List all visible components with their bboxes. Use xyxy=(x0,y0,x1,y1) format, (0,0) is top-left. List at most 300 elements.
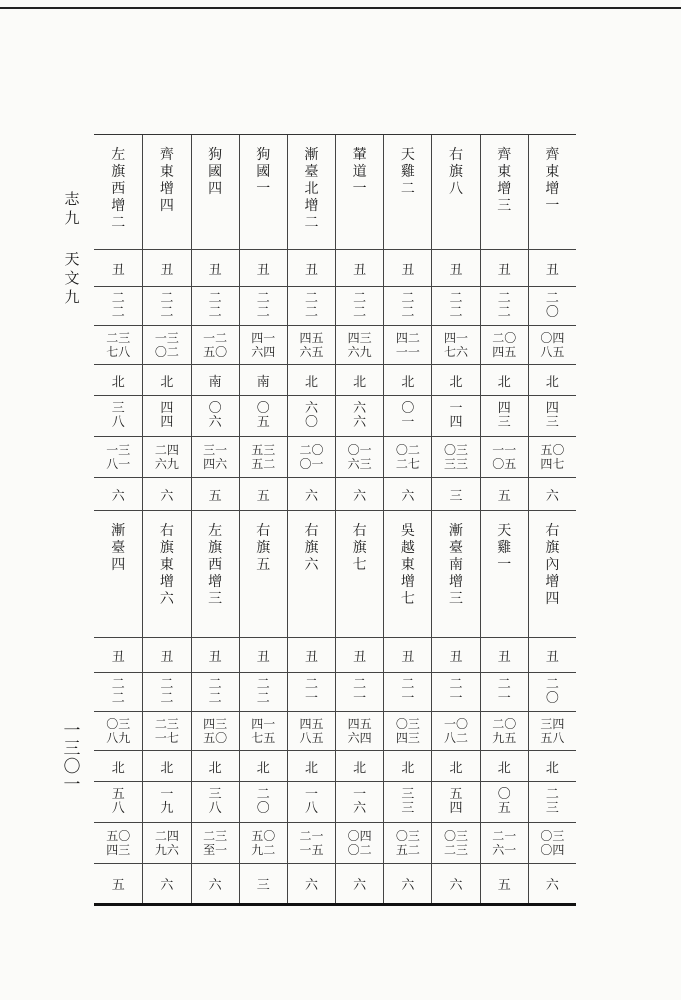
cell-value: 四五六四 xyxy=(347,717,372,746)
star-name: 吳越東增七 xyxy=(400,523,415,608)
table-cell xyxy=(432,712,479,751)
cell-value: 二一 xyxy=(353,677,367,707)
cell-value: 二二 xyxy=(304,291,318,321)
table-cell xyxy=(529,396,576,437)
table-cell xyxy=(384,326,431,365)
table-cell xyxy=(192,326,239,365)
cell-value: 丑 xyxy=(208,262,222,278)
cell-value: 五 xyxy=(208,488,222,504)
table-cell xyxy=(94,673,142,712)
cell-value: 五〇四三 xyxy=(106,829,131,858)
table-cell xyxy=(288,287,335,326)
cell-value: 〇二二七 xyxy=(395,443,420,472)
table-cell xyxy=(192,396,239,437)
table-cell xyxy=(288,437,335,478)
table-cell xyxy=(529,673,576,712)
table-cell xyxy=(288,638,335,673)
cell-value: 二二 xyxy=(256,677,270,707)
table-cell xyxy=(481,864,528,903)
table-cell xyxy=(288,396,335,437)
cell-value: 五四 xyxy=(449,787,463,817)
star-name-cell xyxy=(384,135,431,250)
table-column xyxy=(94,135,142,903)
cell-value: 丑 xyxy=(545,262,559,278)
star-name: 右旗五 xyxy=(256,523,271,574)
cell-value: 六 xyxy=(401,878,415,894)
cell-value: 〇一六三 xyxy=(347,443,372,472)
cell-value: 丑 xyxy=(304,649,318,665)
star-name: 齊東增四 xyxy=(159,147,174,214)
table-cell xyxy=(481,673,528,712)
cell-value: 五八 xyxy=(111,787,125,817)
table-cell xyxy=(143,712,190,751)
table-cell xyxy=(481,326,528,365)
table-cell xyxy=(336,365,383,396)
star-name-cell xyxy=(481,135,528,250)
table-cell xyxy=(384,638,431,673)
cell-value: 北 xyxy=(304,374,318,390)
star-name-cell xyxy=(240,135,287,250)
star-name: 狗國一 xyxy=(256,147,271,197)
cell-value: 丑 xyxy=(545,649,559,665)
table-cell xyxy=(240,712,287,751)
cell-value: 丑 xyxy=(111,649,125,665)
table-cell xyxy=(94,864,142,903)
table-cell xyxy=(384,365,431,396)
table-cell xyxy=(336,864,383,903)
table-column xyxy=(480,135,528,903)
table-cell xyxy=(432,396,479,437)
cell-value: 丑 xyxy=(401,262,415,278)
cell-value: 一八 xyxy=(304,787,318,817)
table-cell xyxy=(192,478,239,511)
table-cell xyxy=(384,250,431,287)
table-cell xyxy=(481,287,528,326)
cell-value: 五〇四七 xyxy=(540,443,565,472)
cell-value: 〇五 xyxy=(497,787,511,817)
table-cell xyxy=(240,437,287,478)
table-cell xyxy=(143,326,190,365)
table-cell xyxy=(529,287,576,326)
cell-value: 〇四〇二 xyxy=(347,829,372,858)
table-cell xyxy=(143,782,190,823)
table-cell xyxy=(143,287,190,326)
table-cell xyxy=(288,326,335,365)
table-cell xyxy=(240,823,287,864)
table-column xyxy=(528,135,576,903)
table-cell xyxy=(240,673,287,712)
cell-value: 四五六五 xyxy=(299,331,324,360)
cell-value: 二三 xyxy=(545,787,559,817)
star-name: 漸臺四 xyxy=(111,523,126,574)
table-cell xyxy=(384,287,431,326)
table-cell xyxy=(240,396,287,437)
table-cell xyxy=(336,437,383,478)
table-cell xyxy=(384,437,431,478)
cell-value: 六 xyxy=(449,878,463,894)
table-cell xyxy=(143,673,190,712)
cell-value: 四一七六 xyxy=(444,331,469,360)
star-name: 左旗西增二 xyxy=(111,147,126,231)
table-cell xyxy=(432,478,479,511)
cell-value: 北 xyxy=(256,760,270,776)
cell-value: 三三 xyxy=(401,787,415,817)
table-cell xyxy=(336,326,383,365)
cell-value: 丑 xyxy=(401,649,415,665)
cell-value: 北 xyxy=(497,374,511,390)
cell-value: 二一 xyxy=(449,677,463,707)
table-cell xyxy=(288,864,335,903)
cell-value: 北 xyxy=(111,374,125,390)
cell-value: 二二 xyxy=(353,291,367,321)
table-cell xyxy=(240,287,287,326)
cell-value: 北 xyxy=(449,374,463,390)
cell-value: 二二 xyxy=(497,291,511,321)
table-cell xyxy=(240,326,287,365)
table-cell xyxy=(481,638,528,673)
table-cell xyxy=(192,250,239,287)
cell-value: 六 xyxy=(304,878,318,894)
table-cell xyxy=(384,864,431,903)
chapter-label: 天文九 xyxy=(64,250,80,306)
table-cell xyxy=(336,712,383,751)
cell-value: 六 xyxy=(160,878,174,894)
cell-value: 丑 xyxy=(160,262,174,278)
cell-value: 二三至一 xyxy=(203,829,228,858)
cell-value: 二四六九 xyxy=(154,443,179,472)
cell-value: 丑 xyxy=(353,649,367,665)
table-cell xyxy=(192,365,239,396)
table-cell xyxy=(192,782,239,823)
table-cell xyxy=(288,823,335,864)
cell-value: 丑 xyxy=(256,649,270,665)
cell-value: 六 xyxy=(353,878,367,894)
cell-value: 二二 xyxy=(208,291,222,321)
cell-value: 一〇八二 xyxy=(444,717,469,746)
star-name-cell xyxy=(384,511,431,638)
cell-value: 六六 xyxy=(353,401,367,431)
star-name: 右旗東增六 xyxy=(159,523,174,608)
table-cell xyxy=(481,396,528,437)
star-name-cell xyxy=(288,135,335,250)
cell-value: 北 xyxy=(353,760,367,776)
table-cell xyxy=(94,638,142,673)
star-name-cell xyxy=(529,511,576,638)
cell-value: 四三五〇 xyxy=(203,717,228,746)
cell-value: 北 xyxy=(497,760,511,776)
volume-label: 志九 xyxy=(64,190,80,227)
table-cell xyxy=(143,396,190,437)
table-cell xyxy=(240,782,287,823)
star-name: 狗國四 xyxy=(208,147,223,197)
cell-value: 三 xyxy=(449,488,463,504)
table-cell xyxy=(94,823,142,864)
cell-value: 二三七八 xyxy=(106,331,131,360)
table-cell xyxy=(529,638,576,673)
cell-value: 丑 xyxy=(497,262,511,278)
cell-value: 三一四六 xyxy=(203,443,228,472)
table-cell xyxy=(192,437,239,478)
cell-value: 五 xyxy=(256,488,270,504)
table-column xyxy=(142,135,190,903)
table-column xyxy=(287,135,335,903)
table-cell xyxy=(432,751,479,782)
cell-value: 南 xyxy=(208,374,222,390)
star-name: 漸臺北增二 xyxy=(304,147,319,231)
cell-value: 〇三三三 xyxy=(444,443,469,472)
cell-value: 一九 xyxy=(160,787,174,817)
table-cell xyxy=(192,712,239,751)
star-name-cell xyxy=(481,511,528,638)
cell-value: 二二 xyxy=(111,291,125,321)
cell-value: 〇三二三 xyxy=(444,829,469,858)
table-cell xyxy=(336,751,383,782)
table-cell xyxy=(529,782,576,823)
star-name-cell xyxy=(336,511,383,638)
cell-value: 〇三八九 xyxy=(106,717,131,746)
cell-value: 四一六四 xyxy=(251,331,276,360)
cell-value: 二〇九五 xyxy=(492,717,517,746)
cell-value: 四五八五 xyxy=(299,717,324,746)
cell-value: 二一 xyxy=(401,677,415,707)
cell-value: 二二 xyxy=(208,677,222,707)
cell-value: 一四 xyxy=(449,401,463,431)
cell-value: 二二 xyxy=(111,677,125,707)
cell-value: 三八 xyxy=(208,787,222,817)
table-cell xyxy=(240,864,287,903)
cell-value: 四三 xyxy=(497,401,511,431)
table-cell xyxy=(94,396,142,437)
cell-value: 北 xyxy=(353,374,367,390)
cell-value: 二二 xyxy=(160,677,174,707)
table-column xyxy=(191,135,239,903)
cell-value: 丑 xyxy=(160,649,174,665)
table-cell xyxy=(481,365,528,396)
table-cell xyxy=(481,823,528,864)
star-name-cell xyxy=(143,135,190,250)
cell-value: 丑 xyxy=(111,262,125,278)
table-cell xyxy=(336,673,383,712)
cell-value: 二二 xyxy=(160,291,174,321)
cell-value: 北 xyxy=(401,760,415,776)
star-name: 右旗內增四 xyxy=(545,523,560,608)
cell-value: 六 xyxy=(545,878,559,894)
cell-value: 三 xyxy=(256,878,270,894)
star-name-cell xyxy=(192,135,239,250)
cell-value: 一三八一 xyxy=(106,443,131,472)
table-cell xyxy=(384,673,431,712)
cell-value: 〇三五二 xyxy=(395,829,420,858)
star-name: 輦道一 xyxy=(352,147,367,197)
cell-value: 二一 xyxy=(497,677,511,707)
table-cell xyxy=(288,782,335,823)
table-cell xyxy=(336,823,383,864)
cell-value: 六 xyxy=(545,488,559,504)
star-name-cell xyxy=(192,511,239,638)
cell-value: 六〇 xyxy=(304,401,318,431)
table-cell xyxy=(288,365,335,396)
cell-value: 二一六一 xyxy=(492,829,517,858)
cell-value: 二三一七 xyxy=(154,717,179,746)
table-cell xyxy=(481,782,528,823)
star-name: 齊東增三 xyxy=(497,147,512,214)
table-cell xyxy=(143,823,190,864)
table-column xyxy=(239,135,287,903)
cell-value: 五三五二 xyxy=(251,443,276,472)
table-cell xyxy=(143,250,190,287)
table-cell xyxy=(240,638,287,673)
table-cell xyxy=(192,638,239,673)
table-cell xyxy=(240,751,287,782)
cell-value: 北 xyxy=(545,374,559,390)
cell-value: 北 xyxy=(111,760,125,776)
table-cell xyxy=(192,287,239,326)
cell-value: 四三六九 xyxy=(347,331,372,360)
table-cell xyxy=(529,823,576,864)
star-name-cell xyxy=(529,135,576,250)
cell-value: 二一一五 xyxy=(299,829,324,858)
table-cell xyxy=(384,712,431,751)
table-cell xyxy=(288,478,335,511)
table-cell xyxy=(481,437,528,478)
table-cell xyxy=(143,864,190,903)
table-cell xyxy=(336,287,383,326)
table-column xyxy=(431,135,479,903)
cell-value: 〇三四三 xyxy=(395,717,420,746)
star-name-cell xyxy=(432,511,479,638)
cell-value: 二二 xyxy=(449,291,463,321)
cell-value: 北 xyxy=(208,760,222,776)
cell-value: 六 xyxy=(208,878,222,894)
table-cell xyxy=(529,864,576,903)
star-name-cell xyxy=(240,511,287,638)
cell-value: 丑 xyxy=(449,262,463,278)
star-name: 右旗八 xyxy=(449,147,464,197)
table-cell xyxy=(529,365,576,396)
cell-value: 六 xyxy=(353,488,367,504)
cell-value: 北 xyxy=(545,760,559,776)
table-cell xyxy=(432,673,479,712)
table-cell xyxy=(481,751,528,782)
cell-value: 北 xyxy=(449,760,463,776)
cell-value: 三四五八 xyxy=(540,717,565,746)
cell-value: 〇五 xyxy=(256,401,270,431)
table-cell xyxy=(432,638,479,673)
table-cell xyxy=(94,250,142,287)
cell-value: 五 xyxy=(111,878,125,894)
table-cell xyxy=(384,396,431,437)
table-cell xyxy=(336,478,383,511)
cell-value: 二〇 xyxy=(545,291,559,321)
cell-value: 四四 xyxy=(160,401,174,431)
cell-value: 四二一一 xyxy=(395,331,420,360)
table-cell xyxy=(288,250,335,287)
table-cell xyxy=(432,864,479,903)
table-cell xyxy=(529,326,576,365)
cell-value: 六 xyxy=(160,488,174,504)
table-cell xyxy=(192,751,239,782)
cell-value: 六 xyxy=(111,488,125,504)
table-cell xyxy=(336,250,383,287)
table-cell xyxy=(529,250,576,287)
table-cell xyxy=(336,638,383,673)
star-name-cell xyxy=(94,511,142,638)
table-cell xyxy=(529,437,576,478)
table-cell xyxy=(432,823,479,864)
star-name-cell xyxy=(288,511,335,638)
cell-value: 四三 xyxy=(545,401,559,431)
cell-value: 五 xyxy=(497,878,511,894)
table-cell xyxy=(288,712,335,751)
table-cell xyxy=(143,437,190,478)
cell-value: 〇六 xyxy=(208,401,222,431)
table-column xyxy=(383,135,431,903)
table-cell xyxy=(94,478,142,511)
table-cell xyxy=(336,396,383,437)
table-cell xyxy=(94,365,142,396)
cell-value: 丑 xyxy=(208,649,222,665)
table-cell xyxy=(94,782,142,823)
cell-value: 二一 xyxy=(304,677,318,707)
cell-value: 二〇 xyxy=(256,787,270,817)
cell-value: 北 xyxy=(160,760,174,776)
cell-value: 丑 xyxy=(497,649,511,665)
cell-value: 丑 xyxy=(256,262,270,278)
cell-value: 二四九六 xyxy=(154,829,179,858)
table-cell xyxy=(481,250,528,287)
star-name-cell xyxy=(432,135,479,250)
table-cell xyxy=(143,638,190,673)
table-cell xyxy=(192,673,239,712)
cell-value: 六 xyxy=(304,488,318,504)
table-cell xyxy=(529,751,576,782)
cell-value: 丑 xyxy=(353,262,367,278)
table-cell xyxy=(529,478,576,511)
table-cell xyxy=(94,751,142,782)
star-name: 天雞一 xyxy=(497,523,512,574)
star-name: 天雞二 xyxy=(400,147,415,197)
table-cell xyxy=(432,287,479,326)
cell-value: 丑 xyxy=(304,262,318,278)
table-cell xyxy=(143,478,190,511)
table-cell xyxy=(529,712,576,751)
table-cell xyxy=(432,365,479,396)
cell-value: 〇四八五 xyxy=(540,331,565,360)
table-cell xyxy=(143,365,190,396)
star-name: 左旗西增三 xyxy=(208,523,223,608)
cell-value: 一三〇二 xyxy=(154,331,179,360)
table-cell xyxy=(94,712,142,751)
cell-value: 一六 xyxy=(353,787,367,817)
table-cell xyxy=(192,864,239,903)
table-cell xyxy=(192,823,239,864)
table-cell xyxy=(384,751,431,782)
star-name-cell xyxy=(143,511,190,638)
table-cell xyxy=(240,365,287,396)
table-cell xyxy=(432,250,479,287)
table-cell xyxy=(384,478,431,511)
table-cell xyxy=(481,478,528,511)
table-cell xyxy=(240,250,287,287)
cell-value: 五 xyxy=(497,488,511,504)
page-number: 一三〇一 xyxy=(63,721,81,795)
table-cell xyxy=(94,326,142,365)
star-catalog-table xyxy=(94,134,576,906)
cell-value: 北 xyxy=(160,374,174,390)
cell-value: 一一〇五 xyxy=(492,443,517,472)
cell-value: 二〇 xyxy=(545,677,559,707)
cell-value: 六 xyxy=(401,488,415,504)
